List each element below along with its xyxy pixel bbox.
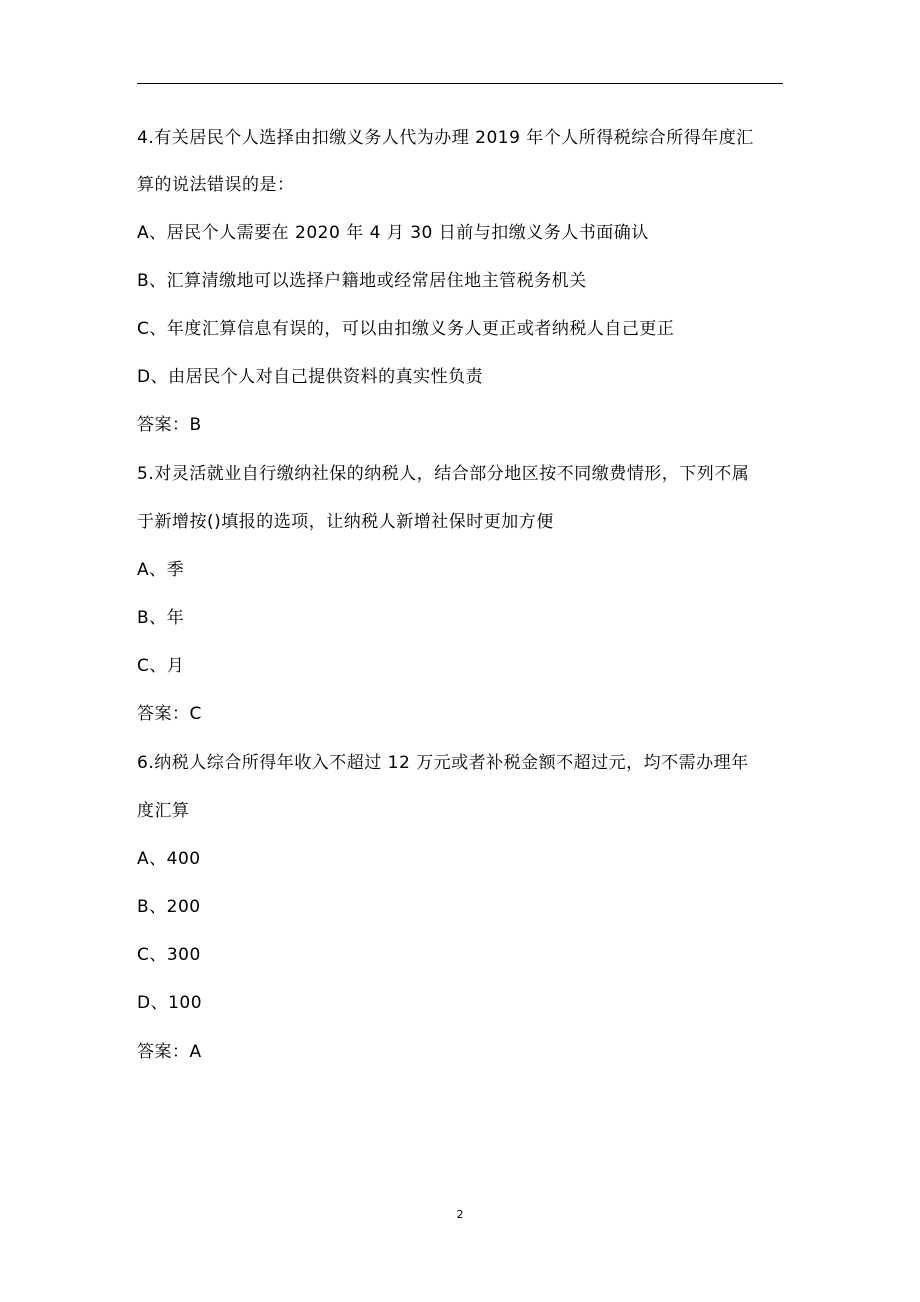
question-4-stem-line-1: 4.有关居民个人选择由扣缴义务人代为办理 2019 年个人所得税综合所得年度汇: [137, 128, 754, 148]
question-5-stem-line-1: 5.对灵活就业自行缴纳社保的纳税人，结合部分地区按不同缴费情形，下列不属: [137, 464, 750, 484]
question-6-option-d: D、100: [137, 993, 203, 1013]
question-5-option-c: C、月: [137, 656, 185, 676]
question-4-stem-line-2: 算的说法错误的是：: [137, 175, 295, 195]
question-6-option-c: C、300: [137, 945, 201, 965]
question-4-option-b: B、汇算清缴地可以选择户籍地或经常居住地主管税务机关: [137, 271, 587, 291]
question-4-option-a: A、居民个人需要在 2020 年 4 月 30 日前与扣缴义务人书面确认: [137, 223, 649, 243]
question-5-answer: 答案：C: [137, 704, 202, 724]
question-6-answer: 答案：A: [137, 1042, 202, 1062]
question-6-stem-line-1: 6.纳税人综合所得年收入不超过 12 万元或者补税金额不超过元，均不需办理年: [137, 753, 749, 773]
header-rule: [137, 83, 783, 84]
page-number: 2: [456, 1208, 464, 1221]
question-6-option-a: A、400: [137, 849, 201, 869]
question-4-answer: 答案：B: [137, 415, 202, 435]
question-6-option-b: B、200: [137, 897, 201, 917]
question-5-stem-line-2: 于新增按()填报的选项，让纳税人新增社保时更加方便: [137, 512, 554, 532]
question-5-option-a: A、季: [137, 560, 185, 580]
question-5-option-b: B、年: [137, 608, 185, 628]
question-4-option-c: C、年度汇算信息有误的，可以由扣缴义务人更正或者纳税人自己更正: [137, 319, 675, 339]
question-4-option-d: D、由居民个人对自己提供资料的真实性负责: [137, 367, 484, 387]
question-6-stem-line-2: 度汇算: [137, 801, 190, 821]
